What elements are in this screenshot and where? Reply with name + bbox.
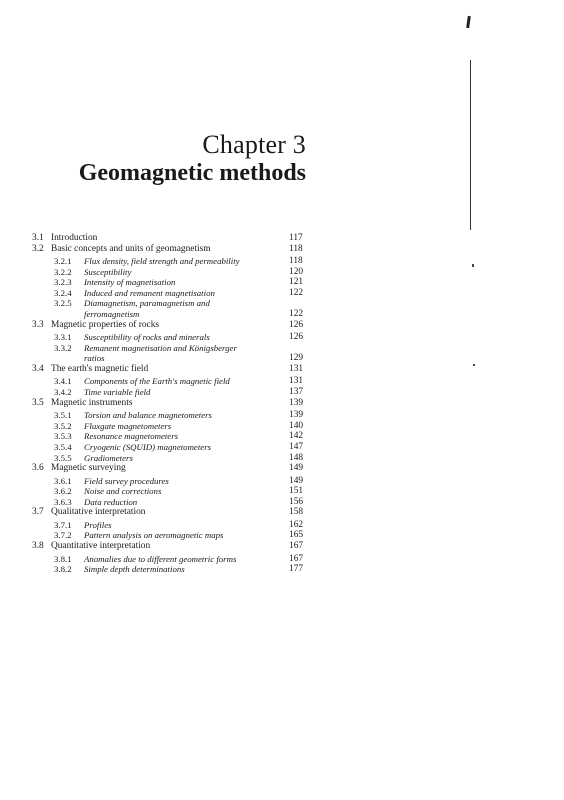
toc-section-row	[0, 244, 564, 257]
toc-entry-title: Simple depth determinations	[84, 564, 185, 575]
toc-entry-page: 122	[289, 287, 304, 298]
toc-subsection-row	[0, 554, 564, 565]
toc-entry-page: 117	[289, 233, 303, 243]
toc-section-row	[0, 364, 564, 377]
toc-subsection-row	[0, 353, 564, 364]
toc-entry-title: Diamagnetism, paramagnetism and	[84, 298, 210, 309]
toc-entry-page: 139	[289, 410, 304, 421]
toc-entry-page: 129	[289, 353, 304, 364]
toc-entry-title: Intensity of magnetisation	[84, 277, 176, 288]
toc-entry-number: 3.4.1	[54, 376, 72, 387]
toc-entry-number: 3.3.1	[54, 332, 72, 343]
toc-entry-page: 147	[289, 441, 304, 452]
toc-entry-number: 3.5.3	[54, 431, 72, 442]
toc-entry-title: Field survey procedures	[84, 475, 169, 486]
toc-subsection-row	[0, 376, 564, 387]
toc-entry-page: 156	[289, 496, 304, 507]
chapter-label: Chapter 3	[202, 130, 306, 159]
toc-section-row	[0, 233, 564, 244]
toc-entry-page: 151	[289, 486, 304, 497]
toc-entry-page: 126	[289, 319, 304, 330]
toc-entry-title: Time variable field	[84, 387, 151, 398]
toc-entry-page: 148	[289, 452, 304, 463]
toc-entry-title: Magnetic properties of rocks	[51, 319, 160, 330]
toc-entry-number: 3.3.2	[54, 342, 72, 353]
toc-subsection-row	[0, 476, 564, 487]
toc-entry-title: Induced and remanent magnetisation	[84, 287, 215, 298]
toc-entry-number: 3.2.3	[54, 277, 72, 288]
toc-entry-number: 3.5.1	[54, 410, 72, 421]
toc-entry-title: Pattern analysis on aeromagnetic maps	[84, 530, 224, 541]
toc-entry-page: 177	[289, 564, 304, 575]
toc-section-row	[0, 541, 564, 554]
toc-entry-title: Quantitative interpretation	[51, 541, 151, 552]
toc-subsection-row	[0, 497, 564, 508]
toc-entry-number: 3.4.2	[54, 387, 72, 398]
toc-entry-number: 3.3	[32, 319, 44, 330]
toc-entry-page: 162	[289, 519, 304, 530]
toc-subsection-row	[0, 410, 564, 421]
toc-entry-number: 3.5.5	[54, 452, 72, 463]
toc-entry-page: 122	[289, 309, 304, 320]
toc-subsection-row	[0, 421, 564, 432]
toc-subsection-row	[0, 298, 564, 309]
toc-entry-title: Gradiometers	[84, 452, 133, 463]
toc-entry-page: 131	[289, 376, 304, 387]
toc-subsection-row	[0, 332, 564, 343]
toc-subsection-row	[0, 520, 564, 531]
toc-entry-page: 158	[289, 507, 304, 518]
toc-entry-number: 3.2.2	[54, 266, 72, 277]
toc-entry-title: ratios	[84, 353, 105, 364]
toc-entry-title: Cryogenic (SQUID) magnetometers	[84, 441, 212, 452]
toc-entry-page: 142	[289, 431, 304, 442]
toc-entry-title: Introduction	[51, 233, 98, 243]
toc-entry-title: Flux density, field strength and permeability	[84, 256, 240, 267]
toc-entry-number: 3.6.1	[54, 475, 72, 486]
toc-entry-page: 118	[289, 256, 303, 267]
toc-section-row	[0, 507, 564, 520]
toc-subsection-row	[0, 277, 564, 288]
toc-entry-number: 3.2	[32, 243, 44, 254]
toc-entry-number: 3.6	[32, 463, 44, 474]
toc-entry-page: 165	[289, 530, 304, 541]
toc-subsection-row	[0, 343, 564, 354]
toc-entry-number: 3.7.1	[54, 519, 72, 530]
toc-entry-title: Resonance magnetometers	[84, 431, 179, 442]
toc-entry-page: 149	[289, 475, 304, 486]
toc-entry-number: 3.8.2	[54, 564, 72, 575]
toc-entry-page: 131	[289, 363, 304, 374]
toc-entry-number: 3.8	[32, 541, 44, 552]
toc-subsection-row	[0, 530, 564, 541]
toc-entry-title: Magnetic instruments	[51, 397, 133, 408]
toc-entry-title: Qualitative interpretation	[51, 507, 146, 518]
toc-entry-number: 3.7	[32, 507, 44, 518]
scan-artifact-mark	[466, 16, 471, 28]
toc-subsection-row	[0, 387, 564, 398]
toc-entry-title: Magnetic surveying	[51, 463, 126, 474]
toc-entry-number: 3.2.4	[54, 287, 72, 298]
toc-entry-title: Data reduction	[84, 496, 138, 507]
toc-entry-number: 3.6.3	[54, 496, 72, 507]
toc-entry-page: 118	[289, 243, 303, 254]
toc-subsection-row	[0, 256, 564, 267]
toc-entry-page: 167	[289, 553, 304, 564]
toc-subsection-row	[0, 453, 564, 464]
toc-entry-page: 120	[289, 266, 304, 277]
toc-subsection-row	[0, 431, 564, 442]
toc-entry-number: 3.5	[32, 397, 44, 408]
toc-entry-title: Components of the Earth's magnetic field	[84, 376, 230, 387]
toc-entry-title: Profiles	[84, 519, 112, 530]
toc-entry-page: 167	[289, 541, 304, 552]
toc-entry-number: 3.4	[32, 363, 44, 374]
toc-entry-number: 3.7.2	[54, 530, 72, 541]
toc-section-row	[0, 398, 564, 411]
toc-section-row	[0, 463, 564, 476]
toc-subsection-row	[0, 564, 564, 575]
toc-subsection-row	[0, 267, 564, 278]
toc-entry-title: Torsion and balance magnetometers	[84, 410, 212, 421]
toc-entry-number: 3.6.2	[54, 486, 72, 497]
toc-entry-number: 3.5.4	[54, 441, 72, 452]
toc-entry-page: 121	[289, 277, 304, 288]
toc-entry-number: 3.1	[32, 233, 44, 243]
toc-entry-number: 3.2.1	[54, 256, 72, 267]
toc-entry-page: 139	[289, 397, 304, 408]
toc-entry-title: Basic concepts and units of geomagnetism	[51, 243, 211, 254]
toc-entry-title: The earth's magnetic field	[51, 363, 149, 374]
toc-section-row	[0, 320, 564, 333]
toc-entry-title: ferromagnetism	[84, 309, 140, 320]
table-of-contents	[0, 233, 564, 575]
toc-entry-number: 3.2.5	[54, 298, 72, 309]
toc-subsection-row	[0, 309, 564, 320]
toc-entry-page: 126	[289, 332, 304, 343]
toc-subsection-row	[0, 486, 564, 497]
scan-artifact-edge-line	[470, 60, 471, 230]
toc-entry-page: 140	[289, 420, 304, 431]
toc-entry-title: Anomalies due to different geometric forms	[84, 553, 237, 564]
toc-entry-title: Noise and corrections	[84, 486, 162, 497]
toc-entry-title: Susceptibility of rocks and minerals	[84, 332, 210, 343]
toc-entry-title: Remanent magnetisation and Königsberger	[84, 342, 237, 353]
chapter-title: Geomagnetic methods	[78, 160, 306, 186]
toc-subsection-row	[0, 442, 564, 453]
toc-subsection-row	[0, 288, 564, 299]
toc-entry-page: 137	[289, 387, 304, 398]
toc-entry-title: Susceptibility	[84, 266, 132, 277]
toc-entry-title: Fluxgate magnetometers	[84, 420, 172, 431]
toc-entry-number: 3.5.2	[54, 420, 72, 431]
toc-entry-page: 149	[289, 463, 304, 474]
toc-entry-number: 3.8.1	[54, 553, 72, 564]
